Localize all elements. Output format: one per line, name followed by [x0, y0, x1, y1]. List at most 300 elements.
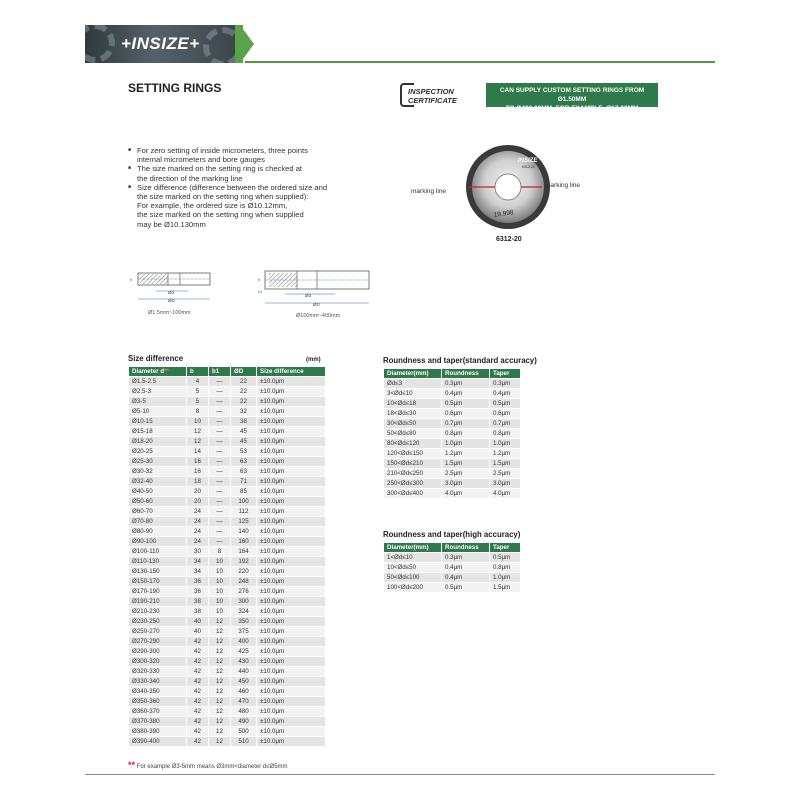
header-rule: [245, 61, 715, 63]
table-cell: ±10.0μm: [257, 727, 326, 737]
table-cell: 42: [187, 657, 209, 667]
table-cell: ±10.0μm: [257, 547, 326, 557]
table-cell: 0.8μm: [490, 429, 521, 439]
table-cell: 12: [209, 637, 231, 647]
table-cell: 42: [187, 667, 209, 677]
table-row: [384, 399, 521, 409]
col-header-b: b: [187, 367, 209, 377]
col-header-roundness: Roundness: [442, 369, 490, 379]
table-cell: 0.5μm: [490, 399, 521, 409]
table-cell: Ø170-190: [129, 587, 187, 597]
table-cell: Ø3-5: [129, 397, 187, 407]
table-cell: 10: [209, 607, 231, 617]
table-row: [129, 697, 326, 707]
certificate-line-2: CERTIFICATE: [408, 96, 457, 105]
table-cell: 0.8μm: [442, 429, 490, 439]
table-row: [129, 417, 326, 427]
table-cell: 164: [231, 547, 257, 557]
table-row: [129, 657, 326, 667]
table-row: [384, 583, 521, 593]
table-row: [129, 737, 326, 747]
table-cell: Ø40-50: [129, 487, 187, 497]
brand-logo: [85, 25, 240, 63]
table-cell: 248: [231, 577, 257, 587]
brand-logo-text: +INSIZE+: [121, 34, 200, 53]
table-cell: 276: [231, 587, 257, 597]
table-cell: Ø100-110: [129, 547, 187, 557]
table-cell: Ø110-130: [129, 557, 187, 567]
roundness-high-table: [383, 542, 521, 593]
table-row: [384, 449, 521, 459]
table-cell: 0.5μm: [490, 553, 521, 563]
table-cell: 20: [187, 497, 209, 507]
list-item: ■ Size difference (difference between the ordered size and the size marked on the setting ring when supplied): For example, the ordered size is Ø10.12mm, the size marked on the setting ring when supplied may be Ø10.130mm: [128, 183, 368, 229]
table-row: [129, 547, 326, 557]
table-cell: 440: [231, 667, 257, 677]
table-cell: ±10.0μm: [257, 737, 326, 747]
col-header-outer-diameter: ØD: [231, 367, 257, 377]
table-cell: 250<Ød≤300: [384, 479, 442, 489]
table-row: [129, 537, 326, 547]
table-cell: Ø30-32: [129, 467, 187, 477]
col-header-diameter: Diameter(mm): [384, 369, 442, 379]
label-small-d: Ød: [168, 290, 175, 295]
table-cell: 18<Ød≤30: [384, 409, 442, 419]
size-difference-table: [128, 366, 326, 747]
table-header-row: [384, 543, 521, 553]
table-cell: 3.0μm: [490, 479, 521, 489]
table-cell: ±10.0μm: [257, 607, 326, 617]
table-cell: 10: [187, 417, 209, 427]
table-cell: 400: [231, 637, 257, 647]
table-cell: —: [209, 447, 231, 457]
table-cell: —: [209, 507, 231, 517]
table-cell: 10: [209, 587, 231, 597]
table-cell: 10: [209, 557, 231, 567]
table-cell: —: [209, 397, 231, 407]
table-cell: 100: [231, 497, 257, 507]
table-cell: 125: [231, 517, 257, 527]
table-cell: ±10.0μm: [257, 457, 326, 467]
table-cell: 0.4μm: [490, 389, 521, 399]
brand-arrow-icon: [240, 25, 254, 63]
table-cell: 1.5μm: [490, 583, 521, 593]
table-row: [129, 727, 326, 737]
table-cell: 8: [187, 407, 209, 417]
table-cell: Ø290-300: [129, 647, 187, 657]
certificate-line-1: INSPECTION: [408, 87, 454, 96]
table-cell: 38: [187, 607, 209, 617]
table-row: [384, 489, 521, 499]
table-cell: 50<Ød≤80: [384, 429, 442, 439]
table-cell: ±10.0μm: [257, 477, 326, 487]
example-line: the size marked on the setting ring when supplied: [137, 210, 304, 220]
table-cell: 34: [187, 557, 209, 567]
table-row: [384, 573, 521, 583]
table-cell: 45: [231, 427, 257, 437]
ring-brand-sub: 6312-20: [522, 165, 535, 169]
table-cell: ±10.0μm: [257, 407, 326, 417]
table-cell: —: [209, 537, 231, 547]
table-cell: —: [209, 527, 231, 537]
table-cell: 430: [231, 657, 257, 667]
table-cell: 500: [231, 727, 257, 737]
table-cell: 0.6μm: [490, 409, 521, 419]
table-cell: Ø90-100: [129, 537, 187, 547]
table-cell: 120<Ød≤150: [384, 449, 442, 459]
table-cell: 42: [187, 737, 209, 747]
table-cell: ±10.0μm: [257, 647, 326, 657]
table-cell: —: [209, 487, 231, 497]
table-cell: Ø350-360: [129, 697, 187, 707]
table-cell: 12: [209, 687, 231, 697]
table-cell: ±10.0μm: [257, 717, 326, 727]
table-cell: 3.0μm: [442, 479, 490, 489]
table-cell: 10<Ød≤50: [384, 563, 442, 573]
table-cell: ±10.0μm: [257, 417, 326, 427]
table-cell: Ø210-230: [129, 607, 187, 617]
table-cell: 42: [187, 637, 209, 647]
table-cell: ±10.0μm: [257, 667, 326, 677]
table-cell: 71: [231, 477, 257, 487]
table-cell: 0.7μm: [490, 419, 521, 429]
table-cell: ±10.0μm: [257, 447, 326, 457]
table-row: [384, 379, 521, 389]
table-cell: 42: [187, 727, 209, 737]
table-cell: 2.5μm: [442, 469, 490, 479]
drawing-large-ring: [255, 263, 375, 315]
table-row: [129, 397, 326, 407]
table-row: [129, 467, 326, 477]
table-cell: 220: [231, 567, 257, 577]
table-cell: ±10.0μm: [257, 487, 326, 497]
table-cell: 40: [187, 627, 209, 637]
table-cell: Ø5-10: [129, 407, 187, 417]
table-row: [129, 707, 326, 717]
table-cell: 0.3μm: [490, 379, 521, 389]
col-header-diameter: Diameter(mm): [384, 543, 442, 553]
inspection-certificate-badge: [400, 83, 474, 109]
table-row: [129, 597, 326, 607]
table-cell: 40: [187, 617, 209, 627]
table-cell: 22: [231, 377, 257, 387]
table-cell: Ø300-320: [129, 657, 187, 667]
table-cell: 12: [209, 727, 231, 737]
table-cell: Ø18-20: [129, 437, 187, 447]
table-cell: 0.4μm: [442, 389, 490, 399]
table-cell: ±10.0μm: [257, 437, 326, 447]
table-cell: ±10.0μm: [257, 617, 326, 627]
footnote-marker: **: [128, 760, 136, 770]
ring-brand-text: INSIZE: [518, 158, 538, 164]
table-cell: 42: [187, 707, 209, 717]
table-cell: 1.2μm: [490, 449, 521, 459]
table-cell: —: [209, 377, 231, 387]
table-cell: 1.5μm: [442, 459, 490, 469]
table-cell: 22: [231, 387, 257, 397]
table-row: [129, 577, 326, 587]
table-cell: ±10.0μm: [257, 627, 326, 637]
table-cell: 0.4μm: [442, 563, 490, 573]
table-cell: ±10.0μm: [257, 507, 326, 517]
table-cell: 300<Ød≤400: [384, 489, 442, 499]
table-cell: 510: [231, 737, 257, 747]
table-cell: 12: [209, 647, 231, 657]
table-cell: 10<Ød≤18: [384, 399, 442, 409]
table-cell: 42: [187, 687, 209, 697]
table-cell: ±10.0μm: [257, 657, 326, 667]
setting-ring-illustration: [400, 140, 600, 250]
table-row: [129, 527, 326, 537]
table-cell: 34: [187, 567, 209, 577]
table-row: [384, 563, 521, 573]
table-cell: 490: [231, 717, 257, 727]
table-cell: 0.5μm: [442, 399, 490, 409]
table-cell: ±10.0μm: [257, 677, 326, 687]
drawing-small-caption: Ø1.5mm~100mm: [148, 310, 191, 316]
table-cell: 12: [209, 697, 231, 707]
ring-size-marking: 19.998: [493, 209, 515, 219]
table-cell: ±10.0μm: [257, 467, 326, 477]
col-header-diameter: Diameter d**: [129, 367, 187, 377]
table-cell: 42: [187, 697, 209, 707]
table-cell: Ø25-30: [129, 457, 187, 467]
table-cell: 36: [187, 587, 209, 597]
table-cell: 10: [209, 597, 231, 607]
table-row: [129, 447, 326, 457]
table-cell: —: [209, 407, 231, 417]
table-cell: 1.5μm: [490, 459, 521, 469]
table-cell: ±10.0μm: [257, 577, 326, 587]
label-large-b1: b1: [258, 289, 263, 294]
list-item: ■ The size marked on the setting ring is checked at the direction of the marking line: [128, 164, 368, 182]
table-cell: 12: [209, 677, 231, 687]
roundness-standard-table: [383, 368, 521, 499]
footnote-text: For example Ø3-5mm means Ø3mm<diameter d≤Ø5mm: [136, 764, 288, 770]
table-cell: Ø2.5-3: [129, 387, 187, 397]
table-cell: —: [209, 467, 231, 477]
table-row: [384, 439, 521, 449]
table-cell: 324: [231, 607, 257, 617]
table-cell: Ø360-370: [129, 707, 187, 717]
size-table-unit: (mm): [306, 357, 321, 363]
feature-list: [128, 146, 368, 229]
table-cell: ±10.0μm: [257, 557, 326, 567]
label-large-d: Ød: [305, 293, 312, 298]
list-item: ■ For zero setting of inside micrometers, three points internal micrometers and bore gauges: [128, 146, 368, 164]
table-cell: 140: [231, 527, 257, 537]
table-cell: 12: [209, 717, 231, 727]
table-cell: ±10.0μm: [257, 527, 326, 537]
table-row: [129, 497, 326, 507]
table-cell: 192: [231, 557, 257, 567]
table-cell: 0.8μm: [490, 563, 521, 573]
table-cell: 0.3μm: [442, 553, 490, 563]
table-cell: 24: [187, 537, 209, 547]
table-cell: Ø330-340: [129, 677, 187, 687]
table-cell: 42: [187, 647, 209, 657]
table-cell: Ø390-400: [129, 737, 187, 747]
table-cell: 10: [209, 577, 231, 587]
table-cell: 36: [187, 577, 209, 587]
size-table-title: Size difference: [128, 354, 184, 363]
bottom-rule: [85, 774, 715, 775]
table-cell: 5: [187, 387, 209, 397]
table-cell: 5: [187, 397, 209, 407]
table-cell: Ø250-270: [129, 627, 187, 637]
table-cell: 0.5μm: [442, 583, 490, 593]
table-row: [129, 717, 326, 727]
marking-line-label-right: marking line: [545, 182, 581, 189]
col-header-roundness: Roundness: [442, 543, 490, 553]
table-cell: 16: [187, 467, 209, 477]
table-cell: 150<Ød≤210: [384, 459, 442, 469]
table-row: [129, 387, 326, 397]
table-cell: Ø15-18: [129, 427, 187, 437]
table-cell: ±10.0μm: [257, 637, 326, 647]
table-row: [129, 437, 326, 447]
table-header-row: [384, 369, 521, 379]
table-cell: 1<Ød≤10: [384, 553, 442, 563]
table-cell: 53: [231, 447, 257, 457]
table-row: [129, 517, 326, 527]
table-cell: 16: [187, 457, 209, 467]
table-row: [129, 457, 326, 467]
table-row: [129, 487, 326, 497]
table-row: [129, 687, 326, 697]
table-cell: 10: [209, 567, 231, 577]
table-cell: Ø320-330: [129, 667, 187, 677]
table-cell: 2.5μm: [490, 469, 521, 479]
table-cell: Ø230-250: [129, 617, 187, 627]
table-cell: Ø150-170: [129, 577, 187, 587]
table-cell: 8: [209, 547, 231, 557]
col-header-taper: Taper: [490, 543, 521, 553]
table-cell: ±10.0μm: [257, 587, 326, 597]
table-cell: ±10.0μm: [257, 567, 326, 577]
table-row: [384, 469, 521, 479]
banner-line-1: CAN SUPPLY CUSTOM SETTING RINGS FROM Ø1.50MM: [499, 87, 645, 103]
table-header-row: [129, 367, 326, 377]
table-cell: 80<Ød≤120: [384, 439, 442, 449]
table-row: [129, 667, 326, 677]
ring-bore: [495, 174, 521, 200]
table-cell: —: [209, 477, 231, 487]
table-cell: 0.7μm: [442, 419, 490, 429]
table-cell: —: [209, 387, 231, 397]
table-cell: 12: [209, 737, 231, 747]
table-row: [384, 429, 521, 439]
gear-icon: [85, 25, 115, 63]
table-cell: ±10.0μm: [257, 697, 326, 707]
table-cell: Ø130-150: [129, 567, 187, 577]
col-header-b1: b1: [209, 367, 231, 377]
table-cell: ±10.0μm: [257, 497, 326, 507]
table-cell: —: [209, 457, 231, 467]
table-cell: 24: [187, 527, 209, 537]
table-cell: Ø70-80: [129, 517, 187, 527]
table-row: [129, 587, 326, 597]
table-cell: 4.0μm: [442, 489, 490, 499]
table-cell: 42: [187, 677, 209, 687]
table-cell: —: [209, 517, 231, 527]
table-cell: 22: [231, 397, 257, 407]
table-cell: ±10.0μm: [257, 387, 326, 397]
table-cell: Ø10-15: [129, 417, 187, 427]
table-cell: 1.0μm: [490, 439, 521, 449]
table-cell: 210<Ød≤250: [384, 469, 442, 479]
table-cell: 42: [187, 717, 209, 727]
table-cell: 18: [187, 477, 209, 487]
roundness-high-title: Roundness and taper(high accuracy): [383, 530, 521, 539]
table-cell: 14: [187, 447, 209, 457]
label-small-b: b: [130, 277, 133, 282]
table-cell: Ø380-390: [129, 727, 187, 737]
table-cell: 4.0μm: [490, 489, 521, 499]
table-cell: —: [209, 427, 231, 437]
table-cell: 1.2μm: [442, 449, 490, 459]
table-cell: Ø50-60: [129, 497, 187, 507]
banner-line-2: TO Ø400.00MM, FOR EXAMPLE, Ø17.08MM: [505, 105, 639, 112]
table-cell: —: [209, 417, 231, 427]
table-cell: 4: [187, 377, 209, 387]
table-row: [384, 459, 521, 469]
table-cell: ±10.0μm: [257, 597, 326, 607]
table-cell: ±10.0μm: [257, 377, 326, 387]
table-row: [129, 637, 326, 647]
table-cell: ±10.0μm: [257, 427, 326, 437]
col-header-size-difference: Size difference: [257, 367, 326, 377]
col-header-taper: Taper: [490, 369, 521, 379]
table-cell: —: [209, 497, 231, 507]
table-cell: 32: [231, 407, 257, 417]
brand-header: [85, 25, 715, 63]
table-row: [129, 567, 326, 577]
table-row: [129, 407, 326, 417]
table-cell: 63: [231, 467, 257, 477]
table-cell: 38: [187, 597, 209, 607]
label-large-b: b: [258, 277, 261, 282]
table-cell: ±10.0μm: [257, 397, 326, 407]
table-cell: 20: [187, 487, 209, 497]
table-cell: 160: [231, 537, 257, 547]
ring-model-number: 6312-20: [496, 236, 522, 243]
table-row: [384, 409, 521, 419]
table-cell: 425: [231, 647, 257, 657]
table-cell: 0.6μm: [442, 409, 490, 419]
table-row: [384, 553, 521, 563]
table-cell: Ø32-40: [129, 477, 187, 487]
table-cell: ±10.0μm: [257, 517, 326, 527]
table-cell: Ø270-290: [129, 637, 187, 647]
table-cell: 12: [187, 437, 209, 447]
table-cell: Ø1.5-2.5: [129, 377, 187, 387]
table-row: [129, 647, 326, 657]
table-cell: 1.0μm: [490, 573, 521, 583]
footnote: [128, 760, 288, 770]
table-row: [129, 627, 326, 637]
drawing-large-caption: Ø100mm~400mm: [296, 313, 341, 319]
table-row: [129, 617, 326, 627]
marking-line-label-left: marking line: [411, 188, 447, 195]
table-cell: 450: [231, 677, 257, 687]
roundness-standard-title: Roundness and taper(standard accuracy): [383, 356, 537, 365]
table-cell: 38: [231, 417, 257, 427]
table-cell: Ø190-210: [129, 597, 187, 607]
table-cell: 63: [231, 457, 257, 467]
table-cell: 300: [231, 597, 257, 607]
table-cell: 100<Ød≤200: [384, 583, 442, 593]
